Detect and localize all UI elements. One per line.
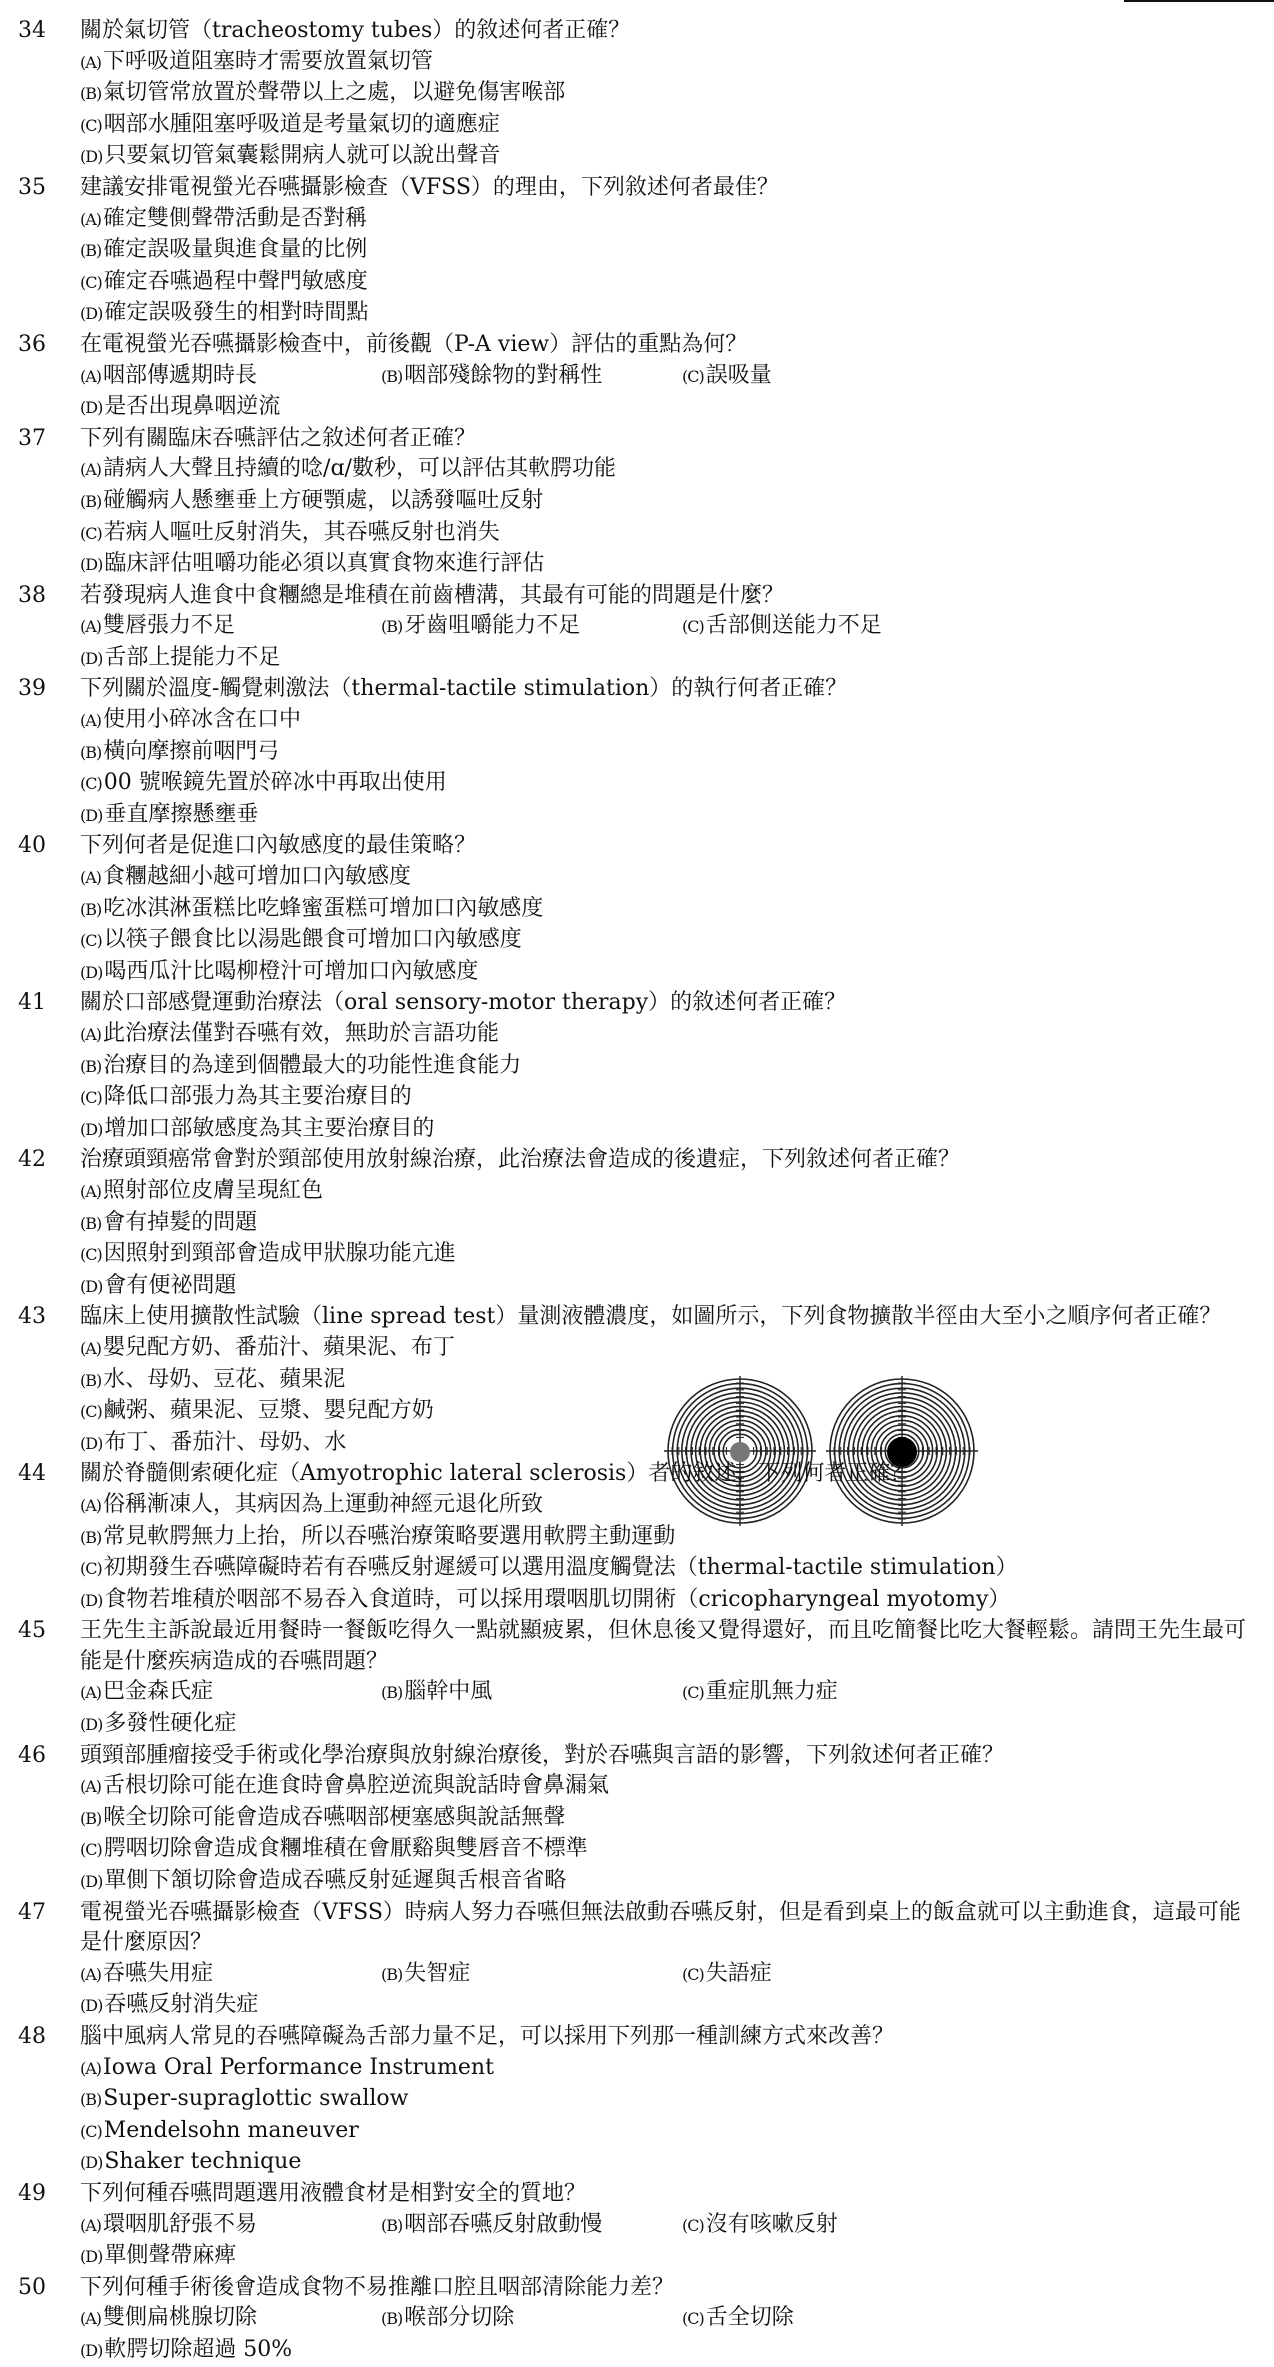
answer-option — [80, 862, 682, 894]
answer-option — [80, 768, 682, 800]
option-text: 嬰兒配方奶、番茄汁、蘋果泥、布丁 — [103, 1334, 456, 1360]
option-marker: (C) — [682, 617, 704, 637]
option-text: 牙齒咀嚼能力不足 — [404, 613, 581, 639]
question-number: 38 — [18, 582, 46, 608]
answer-option — [80, 1239, 682, 1271]
option-text: 降低口部張力為其主要治療目的 — [103, 1084, 412, 1110]
option-marker: (A) — [80, 2309, 102, 2329]
option-text: 舌部上提能力不足 — [104, 644, 281, 670]
answer-option — [80, 957, 682, 989]
option-text: 多發性硬化症 — [104, 1711, 237, 1737]
option-marker: (C) — [682, 1964, 704, 1984]
option-text: 喉全切除可能會造成吞嚥咽部梗塞感與說話無聲 — [103, 1804, 566, 1830]
question-stem: 關於口部感覺運動治療法（oral sensory-motor therapy）的敘述何者正確？ — [80, 990, 847, 1016]
answer-option — [80, 643, 381, 675]
option-marker: (D) — [80, 962, 103, 982]
answer-option — [80, 2241, 381, 2273]
option-marker: (A) — [80, 366, 102, 386]
option-marker: (A) — [80, 2215, 102, 2235]
option-marker: (A) — [80, 52, 102, 72]
answer-option — [80, 141, 682, 173]
option-text: 水、母奶、豆花、蘋果泥 — [103, 1366, 346, 1392]
answer-option — [80, 1585, 1250, 1617]
answer-options — [80, 361, 1274, 424]
option-text: 吃冰淇淋蛋糕比吃蜂蜜蛋糕可增加口內敏感度 — [103, 895, 544, 921]
option-marker: (B) — [80, 1370, 102, 1390]
option-text: 咽部吞嚥反射啟動慢 — [404, 2211, 603, 2237]
option-text: Super-supraglottic swallow — [103, 2086, 409, 2112]
answer-option — [80, 1333, 680, 1365]
question-stem: 下列何種手術後會造成食物不易推離口腔且咽部清除能力差？ — [80, 2274, 675, 2300]
option-marker: (B) — [80, 491, 102, 511]
option-marker: (A) — [80, 1025, 102, 1044]
answer-option — [80, 1396, 680, 1428]
answer-option — [381, 1677, 682, 1709]
option-marker: (D) — [80, 304, 103, 324]
option-marker: (A) — [80, 1181, 102, 1201]
question-number: 34 — [18, 18, 46, 43]
option-text: 確定誤吸發生的相對時間點 — [104, 300, 369, 326]
question-number: 48 — [18, 2024, 46, 2049]
option-marker: (A) — [80, 2058, 102, 2078]
option-text: 吞嚥反射消失症 — [104, 1992, 259, 2018]
answer-option — [80, 267, 682, 299]
option-text: 治療目的為達到個體最大的功能性進食能力 — [103, 1052, 522, 1078]
question-34 — [0, 16, 1274, 173]
answer-option — [80, 110, 682, 142]
answer-option — [381, 2303, 682, 2335]
question-number: 49 — [18, 2180, 46, 2206]
option-marker: (B) — [381, 2309, 403, 2329]
question-number: 39 — [18, 676, 46, 702]
question-stem: 下列何者是促進口內敏感度的最佳策略？ — [80, 833, 477, 859]
question-36 — [0, 330, 1274, 424]
option-text: 若病人嘔吐反射消失，其吞嚥反射也消失 — [103, 519, 500, 545]
option-text: 確定吞嚥過程中聲門敏感度 — [103, 268, 368, 294]
question-44 — [0, 1459, 1274, 1616]
option-marker: (A) — [80, 1964, 102, 1984]
answer-option — [80, 298, 682, 330]
question-number: 42 — [18, 1147, 46, 1173]
option-marker: (B) — [80, 1808, 102, 1828]
answer-option — [80, 361, 381, 393]
answer-option — [80, 1677, 381, 1709]
answer-options — [80, 2303, 1274, 2366]
option-text: 以筷子餵食比以湯匙餵食可增加口內敏感度 — [103, 927, 522, 953]
question-number: 35 — [18, 174, 46, 200]
question-43 — [0, 1302, 1274, 1459]
answer-options — [80, 1677, 1274, 1740]
question-48 — [0, 2022, 1274, 2179]
option-marker: (C) — [80, 2121, 102, 2141]
answer-option — [80, 1490, 1250, 1522]
answer-option — [80, 2116, 682, 2148]
option-marker: (C) — [80, 1559, 102, 1579]
question-number: 46 — [18, 1742, 46, 1768]
option-text: 會有便祕問題 — [104, 1272, 237, 1298]
answer-option — [80, 737, 682, 769]
option-text: 初期發生吞嚥障礙時若有吞嚥反射遲緩可以選用溫度觸覺法（thermal-tactile stimulation） — [103, 1555, 1018, 1581]
option-marker: (D) — [80, 648, 103, 668]
answer-options — [80, 1333, 680, 1459]
answer-options — [80, 862, 1274, 988]
option-text: 常見軟腭無力上抬，所以吞嚥治療策略要選用軟腭主動運動 — [103, 1523, 676, 1549]
option-text: 失語症 — [705, 1960, 772, 1986]
answer-option — [80, 1019, 682, 1051]
option-text: 咽部殘餘物的對稱性 — [404, 362, 603, 388]
question-stem: 下列關於溫度-觸覺刺激法（thermal-tactile stimulation）的執行何者正確？ — [80, 676, 848, 702]
answer-option — [80, 78, 682, 110]
answer-option — [80, 1051, 682, 1083]
question-stem: 治療頭頸癌常會對於頸部使用放射線治療，此治療法會造成的後遺症，下列敘述何者正確？ — [80, 1147, 961, 1173]
answer-option — [80, 204, 682, 236]
option-text: 確定誤吸量與進食量的比例 — [103, 237, 368, 263]
option-marker: (D) — [80, 2340, 103, 2360]
option-marker: (A) — [80, 617, 102, 637]
option-text: 是否出現鼻咽逆流 — [104, 394, 281, 420]
option-marker: (C) — [80, 931, 102, 951]
answer-options — [80, 1176, 1274, 1302]
answer-option — [682, 1959, 983, 1991]
option-marker: (A) — [80, 868, 102, 888]
answer-option — [381, 2210, 682, 2242]
option-text: 增加口部敏感度為其主要治療目的 — [104, 1115, 435, 1141]
option-text: 橫向摩擦前咽門弓 — [103, 738, 280, 764]
question-stem: 腦中風病人常見的吞嚥障礙為舌部力量不足，可以採用下列那一種訓練方式來改善？ — [80, 2024, 895, 2049]
option-text: Mendelsohn maneuver — [103, 2117, 359, 2143]
answer-option — [80, 1990, 381, 2022]
question-35 — [0, 173, 1274, 330]
option-text: 環咽肌舒張不易 — [103, 2211, 258, 2237]
answer-options — [80, 705, 1274, 831]
option-marker: (C) — [80, 1840, 102, 1860]
answer-options — [80, 47, 1274, 173]
option-text: 布丁、番茄汁、母奶、水 — [104, 1429, 347, 1455]
question-50 — [0, 2273, 1274, 2367]
question-stem: 電視螢光吞嚥攝影檢查（VFSS）時病人努力吞嚥但無法啟動吞嚥反射，但是看到桌上的飯盒就可以主動進食，這最可能是什麼原因？ — [80, 1899, 1241, 1956]
option-text: 舌部側送能力不足 — [705, 613, 882, 639]
option-text: 垂直摩擦懸壅垂 — [104, 801, 259, 827]
question-number: 41 — [18, 990, 46, 1016]
answer-options — [80, 454, 1274, 580]
option-marker: (D) — [80, 1996, 103, 2016]
option-text: 因照射到頸部會造成甲狀腺功能亢進 — [103, 1241, 456, 1267]
answer-option — [80, 925, 682, 957]
question-number: 43 — [18, 1304, 46, 1330]
question-number: 47 — [18, 1899, 46, 1925]
option-marker: (B) — [80, 241, 102, 261]
option-marker: (D) — [80, 555, 103, 575]
option-marker: (C) — [80, 1402, 102, 1422]
answer-option — [80, 2147, 682, 2179]
exam-question-list — [0, 16, 1274, 2367]
answer-option — [682, 2210, 983, 2242]
question-42 — [0, 1145, 1274, 1302]
option-marker: (A) — [80, 1777, 102, 1797]
question-number: 36 — [18, 331, 46, 357]
question-46 — [0, 1741, 1274, 1898]
question-stem: 關於脊髓側索硬化症（Amyotrophic lateral sclerosis）者的敘述，下列何者正確？ — [80, 1461, 913, 1487]
answer-option — [80, 47, 682, 79]
answer-options — [80, 2053, 1274, 2179]
option-marker: (A) — [80, 1495, 102, 1515]
option-text: 下呼吸道阻塞時才需要放置氣切管 — [103, 48, 434, 74]
option-text: 單側下頷切除會造成吞嚥反射延遲與舌根音省略 — [104, 1868, 567, 1894]
option-marker: (B) — [381, 2215, 403, 2235]
question-45 — [0, 1616, 1274, 1740]
option-text: 俗稱漸凍人，其病因為上運動神經元退化所致 — [103, 1491, 544, 1517]
question-number: 40 — [18, 833, 46, 859]
question-number: 50 — [18, 2274, 46, 2300]
option-marker: (B) — [381, 1683, 403, 1703]
answer-option — [80, 1428, 680, 1460]
option-text: 失智症 — [404, 1960, 471, 1986]
option-text: Iowa Oral Performance Instrument — [103, 2054, 494, 2080]
answer-options — [80, 1490, 1274, 1616]
answer-option — [381, 361, 682, 393]
answer-option — [682, 2303, 983, 2335]
option-text: 照射部位皮膚呈現紅色 — [103, 1177, 324, 1203]
answer-options — [80, 2210, 1274, 2273]
option-text: 舌全切除 — [705, 2305, 794, 2331]
answer-option — [80, 1553, 1250, 1585]
option-text: 喉部分切除 — [404, 2305, 515, 2331]
answer-option — [80, 2335, 381, 2367]
option-marker: (C) — [80, 272, 102, 292]
option-marker: (C) — [682, 2215, 704, 2235]
option-marker: (B) — [80, 2090, 102, 2110]
answer-option — [80, 1208, 682, 1240]
answer-options — [80, 204, 1274, 330]
option-marker: (B) — [80, 1213, 102, 1233]
option-text: 咽部傳遞期時長 — [103, 362, 258, 388]
option-text: 誤吸量 — [705, 362, 772, 388]
option-marker: (A) — [80, 209, 102, 229]
question-stem: 建議安排電視螢光吞嚥攝影檢查（VFSS）的理由，下列敘述何者最佳？ — [80, 174, 779, 200]
option-text: 腭咽切除會造成食糰堆積在會厭谿與雙唇音不標準 — [103, 1836, 588, 1862]
answer-option — [80, 454, 1250, 486]
question-number: 44 — [18, 1461, 46, 1487]
answer-option — [80, 1959, 381, 1991]
option-marker: (B) — [80, 1527, 102, 1547]
answer-option — [80, 1271, 682, 1303]
question-47 — [0, 1898, 1274, 2022]
option-text: 鹹粥、蘋果泥、豆漿、嬰兒配方奶 — [103, 1398, 434, 1424]
option-marker: (B) — [381, 617, 403, 637]
answer-option — [80, 549, 1250, 581]
answer-option — [80, 2084, 682, 2116]
answer-option — [80, 705, 682, 737]
answer-option — [80, 2053, 682, 2085]
answer-option — [381, 1959, 682, 1991]
option-marker: (D) — [80, 398, 103, 418]
answer-option — [80, 235, 682, 267]
answer-option — [80, 894, 682, 926]
question-stem: 若發現病人進食中食糰總是堆積在前齒槽溝，其最有可能的問題是什麼？ — [80, 582, 785, 608]
option-text: 咽部水腫阻塞呼吸道是考量氣切的適應症 — [103, 111, 500, 137]
answer-option — [80, 1176, 682, 1208]
option-text: Shaker technique — [104, 2149, 302, 2175]
option-text: 巴金森氏症 — [103, 1679, 214, 1705]
answer-options — [80, 1959, 1274, 2022]
option-marker: (D) — [80, 1433, 103, 1453]
answer-option — [80, 2303, 381, 2335]
option-marker: (B) — [80, 84, 102, 104]
option-marker: (D) — [80, 147, 103, 167]
option-text: 會有掉髮的問題 — [103, 1209, 258, 1235]
option-marker: (B) — [381, 366, 403, 386]
answer-option — [80, 1365, 680, 1397]
option-marker: (A) — [80, 1338, 102, 1358]
option-text: 00 號喉鏡先置於碎冰中再取出使用 — [103, 770, 447, 796]
option-text: 舌根切除可能在進食時會鼻腔逆流與說話時會鼻漏氣 — [103, 1773, 610, 1799]
answer-option — [80, 2210, 381, 2242]
question-stem: 王先生主訴說最近用餐時一餐飯吃得久一點就顯疲累，但休息後又覺得還好，而且吃簡餐比吃大餐輕鬆。請問王先生最可能是什麼疾病造成的吞嚥問題？ — [80, 1618, 1247, 1674]
header-rule — [1124, 0, 1274, 2]
answer-options — [80, 1771, 1274, 1897]
option-marker: (C) — [80, 115, 102, 135]
option-marker: (D) — [80, 2153, 103, 2173]
option-marker: (A) — [80, 1683, 102, 1703]
option-text: 軟腭切除超過 50% — [104, 2336, 293, 2362]
option-marker: (D) — [80, 1590, 103, 1610]
answer-option — [80, 486, 1250, 518]
option-marker: (B) — [381, 1964, 403, 1984]
option-text: 沒有咳嗽反射 — [705, 2211, 838, 2237]
option-text: 食物若堆積於咽部不易吞入食道時，可以採用環咽肌切開術（cricopharyngeal myotomy） — [104, 1586, 1011, 1612]
answer-option — [80, 1709, 381, 1741]
option-marker: (B) — [80, 1056, 102, 1076]
answer-options — [80, 611, 1274, 674]
answer-option — [80, 800, 682, 832]
answer-option — [80, 611, 381, 643]
option-text: 喝西瓜汁比喝柳橙汁可增加口內敏感度 — [104, 958, 479, 984]
answer-option — [682, 611, 983, 643]
answer-option — [80, 392, 381, 424]
option-marker: (C) — [80, 1245, 102, 1265]
question-38 — [0, 581, 1274, 675]
option-text: 請病人大聲且持續的唸/ɑ/數秒，可以評估其軟腭功能 — [103, 456, 616, 482]
question-stem: 下列有關臨床吞嚥評估之敘述何者正確？ — [80, 425, 477, 451]
question-41 — [0, 988, 1274, 1145]
option-text: 食糰越細小越可增加口內敏感度 — [103, 864, 412, 890]
question-stem: 臨床上使用擴散性試驗（line spread test）量測液體濃度，如圖所示，下列食物擴散半徑由大至小之順序何者正確？ — [80, 1304, 1222, 1330]
option-marker: (C) — [80, 1088, 102, 1108]
option-marker: (C) — [80, 774, 102, 794]
option-marker: (A) — [80, 711, 102, 731]
question-39 — [0, 674, 1274, 831]
question-stem: 下列何種吞嚥問題選用液體食材是相對安全的質地？ — [80, 2180, 587, 2206]
answer-option — [80, 1771, 1250, 1803]
option-text: 雙唇張力不足 — [103, 613, 236, 639]
option-text: 只要氣切管氣囊鬆開病人就可以說出聲音 — [104, 143, 501, 169]
question-stem: 在電視螢光吞嚥攝影檢查中，前後觀（P-A view）評估的重點為何？ — [80, 331, 748, 357]
question-number: 37 — [18, 425, 46, 451]
question-number: 45 — [18, 1618, 46, 1644]
option-marker: (B) — [80, 899, 102, 919]
option-text: 碰觸病人懸壅垂上方硬顎處，以誘發嘔吐反射 — [103, 487, 544, 513]
option-text: 氣切管常放置於聲帶以上之處，以避免傷害喉部 — [103, 80, 566, 106]
question-37 — [0, 424, 1274, 581]
question-stem: 頭頸部腫瘤接受手術或化學治療與放射線治療後，對於吞嚥與言語的影響，下列敘述何者正確？ — [80, 1742, 1005, 1768]
option-marker: (D) — [80, 1276, 103, 1296]
option-text: 雙側扁桃腺切除 — [103, 2305, 258, 2331]
option-marker: (D) — [80, 805, 103, 825]
option-marker: (C) — [682, 1683, 704, 1703]
option-marker: (D) — [80, 1119, 103, 1139]
answer-options — [80, 1019, 1274, 1145]
option-text: 單側聲帶麻痺 — [104, 2243, 237, 2269]
answer-option — [381, 611, 682, 643]
question-40 — [0, 831, 1274, 988]
answer-option — [682, 361, 983, 393]
question-49 — [0, 2179, 1274, 2273]
option-marker: (C) — [682, 2309, 704, 2329]
option-marker: (D) — [80, 1872, 103, 1892]
option-text: 腦幹中風 — [404, 1679, 493, 1705]
option-text: 吞嚥失用症 — [103, 1960, 214, 1986]
question-stem: 關於氣切管（tracheostomy tubes）的敘述何者正確？ — [80, 18, 631, 43]
option-marker: (D) — [80, 2247, 103, 2267]
answer-option — [80, 1114, 682, 1146]
option-text: 重症肌無力症 — [705, 1679, 838, 1705]
option-marker: (C) — [682, 366, 704, 386]
answer-option — [80, 518, 1250, 550]
option-marker: (C) — [80, 523, 102, 543]
option-text: 臨床評估咀嚼功能必須以真實食物來進行評估 — [104, 551, 545, 577]
option-marker: (D) — [80, 1715, 103, 1735]
answer-option — [80, 1834, 1250, 1866]
option-marker: (A) — [80, 460, 102, 480]
option-text: 確定雙側聲帶活動是否對稱 — [103, 205, 368, 231]
option-text: 使用小碎冰含在口中 — [103, 707, 302, 733]
answer-option — [80, 1866, 1250, 1898]
option-marker: (B) — [80, 742, 102, 762]
answer-option — [80, 1082, 682, 1114]
answer-option — [682, 1677, 983, 1709]
option-text: 此治療法僅對吞嚥有效，無助於言語功能 — [103, 1021, 500, 1046]
answer-option — [80, 1522, 1250, 1554]
